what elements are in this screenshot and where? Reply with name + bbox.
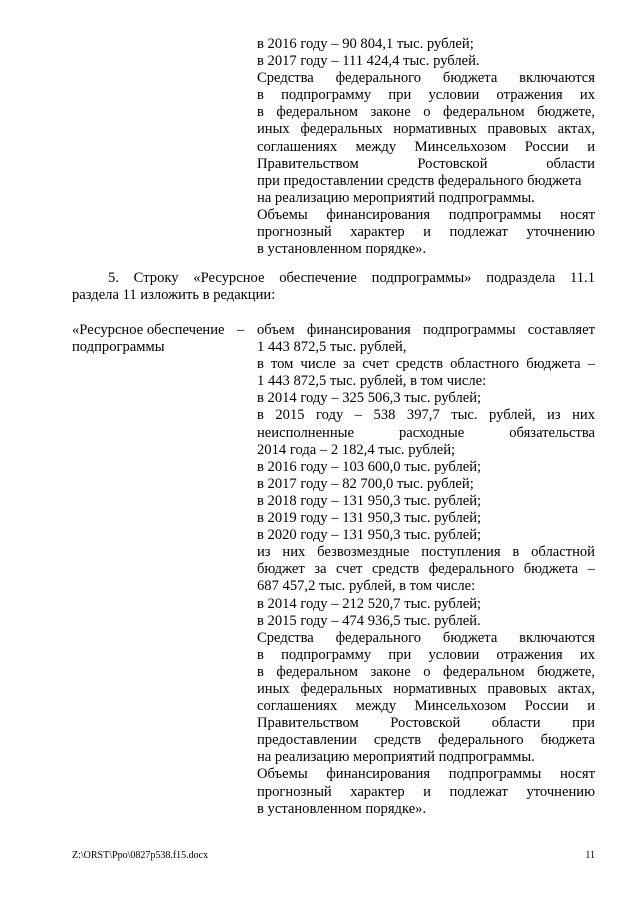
text-line: соглашениях между Минсельхозом России и xyxy=(257,138,595,155)
text-line: в 2014 году – 325 506,3 тыс. рублей; xyxy=(257,390,482,407)
resource-label xyxy=(72,322,257,356)
paragraph-5-line: раздела 11 изложить в редакции: xyxy=(72,287,276,304)
text-line: в установленном порядке». xyxy=(257,241,427,258)
text-line: на реализацию мероприятий подпрограммы. xyxy=(257,189,535,206)
text-line: в 2016 году – 103 600,0 тыс. рублей; xyxy=(257,458,482,475)
text-line: в 2017 году – 111 424,4 тыс. рублей. xyxy=(257,53,480,70)
text-line: в подпрограмму при условии отражения их xyxy=(257,646,595,663)
text-line: в федеральном законе о федеральном бюджете, xyxy=(257,104,595,121)
text-line: неисполненные расходные обязательства xyxy=(257,424,595,441)
text-line: в установленном порядке». xyxy=(257,800,427,817)
text-line: соглашениях между Минсельхозом России и xyxy=(257,698,595,715)
text-line: 687 457,2 тыс. рублей, в том числе: xyxy=(257,578,476,595)
text-line: бюджет за счет средств федерального бюджета – xyxy=(257,561,595,578)
text-line: в 2019 году – 131 950,3 тыс. рублей; xyxy=(257,510,482,527)
text-line: прогнозный характер и подлежат уточнению xyxy=(257,783,595,800)
text-line: Правительством Ростовской области при xyxy=(257,715,595,732)
text-line: при предоставлении средств федерального бюджета xyxy=(257,172,582,189)
resource-funding-text xyxy=(257,322,595,818)
continued-funding-text xyxy=(257,36,595,258)
text-line: в 2017 году – 82 700,0 тыс. рублей; xyxy=(257,475,474,492)
page-number: 11 xyxy=(585,850,595,861)
text-line: в 2015 году – 474 936,5 тыс. рублей. xyxy=(257,612,481,629)
text-line: иных федеральных нормативных правовых актах, xyxy=(257,680,595,697)
text-line: Средства федерального бюджета включаются xyxy=(257,629,595,646)
text-line: в 2020 году – 131 950,3 тыс. рублей; xyxy=(257,527,482,544)
text-line: в подпрограмму при условии отражения их xyxy=(257,87,595,104)
text-line: Объемы финансирования подпрограммы носят xyxy=(257,766,595,783)
text-line: в том числе за счет средств областного бюджета – xyxy=(257,356,595,373)
text-line: Правительством Ростовской области xyxy=(257,155,595,172)
text-line: из них безвозмездные поступления в областной xyxy=(257,544,595,561)
text-line: иных федеральных нормативных правовых актах, xyxy=(257,121,595,138)
text-line: 1 443 872,5 тыс. рублей, xyxy=(257,339,407,356)
text-line: в 2018 году – 131 950,3 тыс. рублей; xyxy=(257,492,482,509)
text-line: на реализацию мероприятий подпрограммы. xyxy=(257,749,535,766)
paragraph-5 xyxy=(72,270,595,304)
label-dash: – xyxy=(237,322,245,338)
resource-label-line: «Ресурсное обеспечение xyxy=(72,322,225,338)
text-line: в 2016 году – 90 804,1 тыс. рублей; xyxy=(257,36,474,52)
text-line: Средства федерального бюджета включаются xyxy=(257,70,595,87)
text-line: в федеральном законе о федеральном бюджете, xyxy=(257,663,595,680)
paragraph-5-line: 5. Строку «Ресурсное обеспечение подпрограммы» подраздела 11.1 xyxy=(108,270,595,286)
text-line: 2014 года – 2 182,4 тыс. рублей; xyxy=(257,441,456,458)
text-line: прогнозный характер и подлежат уточнению xyxy=(257,224,595,241)
text-line: в 2015 году – 538 397,7 тыс. рублей, из них xyxy=(257,407,595,424)
text-line: объем финансирования подпрограммы составляет xyxy=(257,322,595,338)
file-path: Z:\ORST\Ppo\0827p538.f15.docx xyxy=(72,850,209,861)
text-line: предоставлении средств федерального бюджета xyxy=(257,732,595,749)
text-line: 1 443 872,5 тыс. рублей, в том числе: xyxy=(257,373,487,390)
resource-label-line: подпрограммы xyxy=(72,339,165,356)
text-line: в 2014 году – 212 520,7 тыс. рублей; xyxy=(257,595,482,612)
text-line: Объемы финансирования подпрограммы носят xyxy=(257,206,595,223)
